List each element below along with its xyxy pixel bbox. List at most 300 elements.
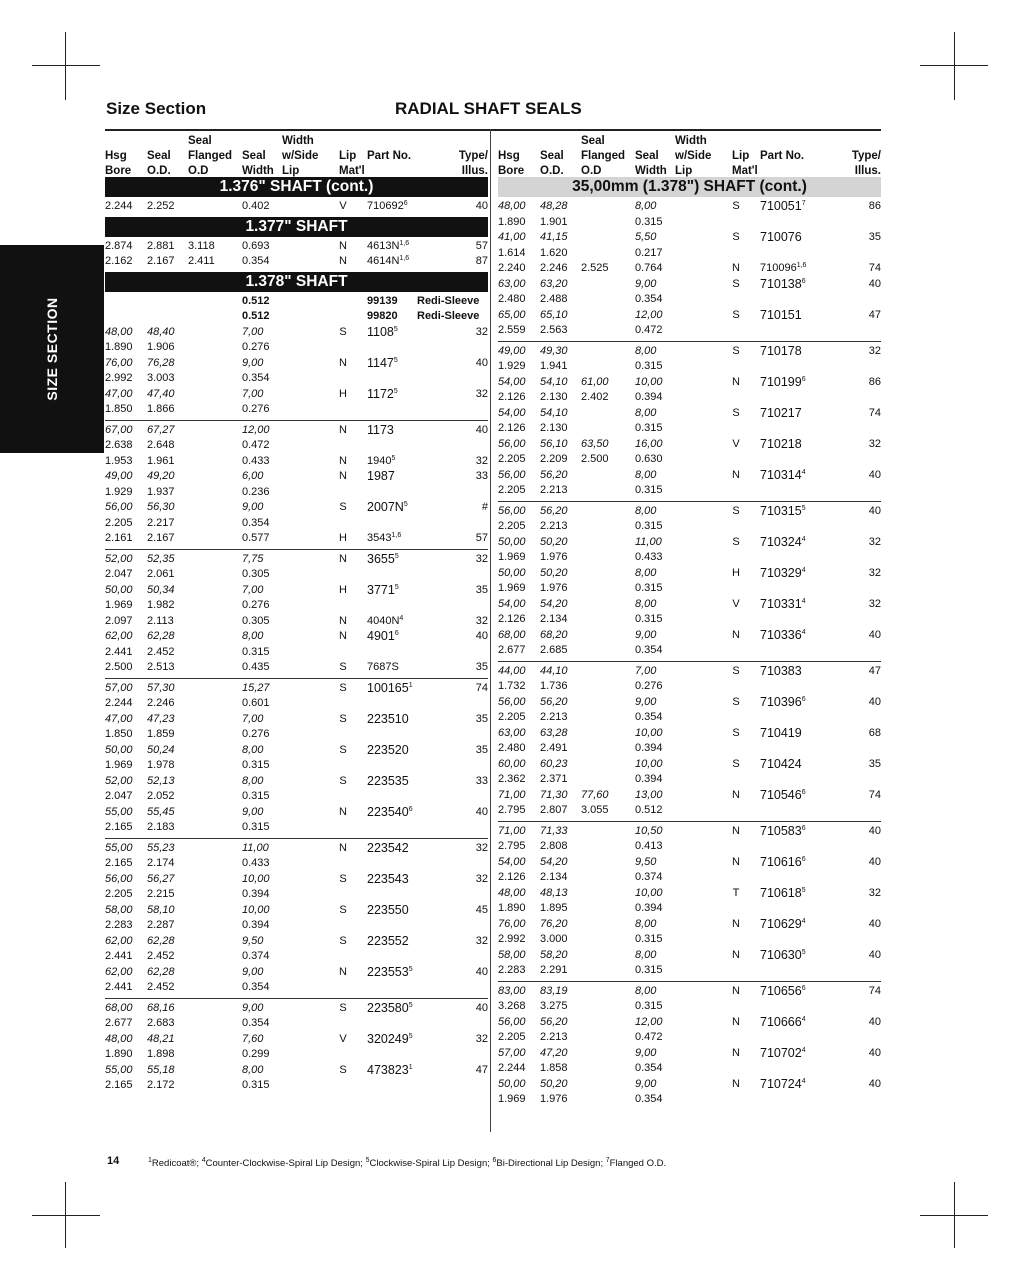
housing-bore: 1.890 bbox=[498, 215, 526, 228]
column-header-m: Mat'l bbox=[339, 165, 365, 177]
seal-width: 0.305 bbox=[242, 614, 270, 627]
seal-width: 0.512 bbox=[635, 804, 663, 816]
type-illus: 32 bbox=[868, 597, 881, 610]
part-number: 1987 bbox=[367, 469, 395, 483]
seal-od: 2.491 bbox=[540, 742, 568, 754]
housing-bore: 62,00 bbox=[105, 965, 133, 978]
seal-od: 2.134 bbox=[540, 871, 568, 883]
seal-width: 7,00 bbox=[242, 325, 264, 338]
part-number-footnote: 5 bbox=[391, 454, 396, 462]
housing-bore: 55,00 bbox=[105, 841, 133, 854]
seal-od: 1.901 bbox=[540, 215, 568, 228]
table-row bbox=[498, 535, 881, 551]
housing-bore: 56,00 bbox=[105, 501, 133, 513]
seal-od: 2.213 bbox=[540, 484, 568, 496]
table-row bbox=[498, 323, 881, 339]
column-header-hb: Bore bbox=[498, 165, 525, 177]
lip-material: H bbox=[339, 387, 347, 400]
table-row bbox=[105, 325, 488, 341]
column-header-fl: Seal bbox=[188, 135, 212, 147]
housing-bore: 2.161 bbox=[105, 532, 133, 544]
column-header-ws: w/Side bbox=[675, 150, 712, 162]
side-tab-label: SIZE SECTION bbox=[44, 297, 60, 401]
type-illus: 35 bbox=[475, 661, 488, 673]
seal-od: 1.906 bbox=[147, 341, 175, 353]
seal-width: 8,00 bbox=[635, 917, 657, 930]
type-illus: 35 bbox=[475, 743, 488, 756]
seal-od: 2.130 bbox=[540, 422, 568, 434]
lip-material: S bbox=[339, 325, 347, 338]
housing-bore: 2.244 bbox=[498, 1062, 526, 1074]
size-section-side-tab bbox=[0, 245, 104, 453]
housing-bore: 2.165 bbox=[105, 821, 133, 833]
housing-bore: 1.969 bbox=[105, 599, 133, 611]
housing-bore: 2.677 bbox=[105, 1017, 133, 1029]
seal-width: 8,00 bbox=[635, 504, 657, 517]
seal-width: 0.413 bbox=[635, 840, 663, 852]
seal-od: 3.000 bbox=[540, 933, 568, 945]
table-row bbox=[105, 531, 488, 547]
housing-bore: 2.480 bbox=[498, 293, 526, 305]
table-row bbox=[498, 628, 881, 644]
housing-bore: 48,00 bbox=[105, 325, 133, 338]
table-row bbox=[498, 308, 881, 324]
type-illus: 74 bbox=[475, 681, 488, 694]
table-row bbox=[498, 984, 881, 1000]
lip-material: N bbox=[339, 805, 347, 818]
lip-material: N bbox=[732, 948, 740, 961]
part-number-footnote: 5 bbox=[408, 1001, 413, 1009]
seal-width: 10,00 bbox=[635, 375, 663, 388]
seal-width: 8,00 bbox=[635, 468, 657, 481]
seal-od: 2.291 bbox=[540, 964, 568, 976]
type-illus: 40 bbox=[868, 504, 881, 517]
type-illus: 32 bbox=[868, 437, 881, 450]
seal-width: 0.601 bbox=[242, 697, 270, 709]
part-number: 710051$^7$ bbox=[760, 199, 806, 213]
lip-material: S bbox=[732, 726, 740, 739]
housing-bore: 1.953 bbox=[105, 454, 133, 467]
lip-material: H bbox=[732, 566, 740, 579]
part-number-footnote: 6 bbox=[801, 824, 806, 832]
table-row bbox=[105, 965, 488, 981]
lip-material: N bbox=[732, 917, 740, 930]
part-number-footnote: 6 bbox=[801, 695, 806, 703]
footnote-marker: 6 bbox=[492, 1157, 497, 1164]
part-number-footnote: 5 bbox=[408, 1032, 413, 1040]
seal-width: 0.394 bbox=[635, 742, 663, 754]
lip-material: S bbox=[732, 231, 740, 243]
seal-od: 50,20 bbox=[540, 566, 568, 579]
seal-width: 0.394 bbox=[635, 773, 663, 785]
table-row bbox=[105, 387, 488, 403]
part-number: 710217 bbox=[760, 405, 802, 420]
table-row bbox=[105, 239, 488, 255]
housing-bore: 2.638 bbox=[105, 439, 133, 451]
seal-width: 0.315 bbox=[242, 645, 270, 658]
table-row bbox=[105, 500, 488, 516]
seal-od: 2.452 bbox=[147, 950, 175, 962]
table-row bbox=[105, 727, 488, 743]
row-group bbox=[105, 549, 488, 676]
part-number: 710336$^4$ bbox=[760, 627, 806, 642]
table-row bbox=[498, 215, 881, 231]
table-row bbox=[105, 1063, 488, 1079]
seal-width: 11,00 bbox=[635, 535, 662, 548]
housing-bore: 56,00 bbox=[498, 1015, 526, 1028]
lip-material: S bbox=[732, 277, 740, 290]
seal-width: 8,00 bbox=[635, 200, 657, 212]
lip-material: N bbox=[339, 614, 347, 627]
part-number: 223535 bbox=[367, 773, 409, 788]
housing-bore: 2.992 bbox=[498, 933, 526, 945]
crop-mark bbox=[920, 65, 988, 66]
lip-material: S bbox=[339, 903, 347, 916]
lip-material: N bbox=[732, 628, 740, 641]
part-number-footnote: 5 bbox=[801, 886, 806, 894]
housing-bore: 62,00 bbox=[105, 934, 133, 947]
housing-bore: 2.283 bbox=[498, 964, 526, 976]
seal-od: 62,28 bbox=[147, 965, 175, 978]
seal-od: 2.881 bbox=[147, 239, 175, 252]
flanged-od: 3.055 bbox=[581, 804, 609, 816]
seal-od: 47,40 bbox=[147, 387, 175, 400]
column-header-pn: Part No. bbox=[760, 150, 805, 162]
table-row bbox=[498, 741, 881, 757]
part-number-footnote: 1 bbox=[408, 1063, 413, 1071]
table-row bbox=[498, 710, 881, 726]
footnote-marker: 5 bbox=[365, 1157, 370, 1164]
part-number-footnote: 1,6 bbox=[399, 239, 410, 247]
seal-width: 0.433 bbox=[242, 857, 270, 869]
flanged-od: 2.525 bbox=[581, 262, 609, 274]
column-header-fl: Seal bbox=[581, 135, 605, 147]
type-illus: 32 bbox=[868, 886, 881, 899]
table-row bbox=[498, 566, 881, 582]
table-row bbox=[498, 1092, 881, 1108]
housing-bore: 2.162 bbox=[105, 255, 133, 267]
part-number-footnote: 5 bbox=[393, 325, 398, 333]
footnote-text: Counter-Clockwise-Spiral Lip Design; bbox=[205, 1158, 366, 1170]
housing-bore: 2.441 bbox=[105, 950, 133, 962]
table-row bbox=[498, 597, 881, 613]
table-row bbox=[498, 803, 881, 819]
table-row bbox=[498, 375, 881, 391]
seal-od: 49,30 bbox=[540, 344, 568, 357]
housing-bore: 2.205 bbox=[105, 888, 133, 900]
seal-width: 7,75 bbox=[242, 552, 264, 565]
table-row bbox=[105, 402, 488, 418]
seal-od: 2.287 bbox=[147, 919, 175, 931]
part-number: $4613N^{1,6}$ bbox=[367, 239, 410, 252]
lip-material: N bbox=[339, 552, 347, 565]
column-header-hb: Hsg bbox=[498, 150, 520, 162]
part-number-footnote: 7 bbox=[801, 200, 806, 207]
table-row bbox=[498, 855, 881, 871]
lip-material: S bbox=[339, 712, 347, 725]
housing-bore: 55,00 bbox=[105, 805, 133, 818]
table-row bbox=[498, 612, 881, 628]
seal-od: 2.246 bbox=[540, 262, 568, 274]
table-row bbox=[498, 246, 881, 262]
type-illus: 68 bbox=[868, 726, 881, 739]
lip-material: N bbox=[732, 468, 740, 481]
lip-material: N bbox=[732, 984, 740, 997]
type-illus: 40 bbox=[868, 917, 881, 930]
part-number: 710656$^6$ bbox=[760, 983, 806, 998]
seal-od: 71,33 bbox=[540, 824, 568, 837]
table-row bbox=[105, 567, 488, 583]
table-row bbox=[498, 901, 881, 917]
seal-width: 9,00 bbox=[242, 356, 264, 369]
table-row bbox=[105, 841, 488, 857]
seal-width: 0.299 bbox=[242, 1048, 270, 1060]
table-row bbox=[498, 726, 881, 742]
part-number: 3771$^5$ bbox=[367, 582, 399, 597]
part-number: 710546$^6$ bbox=[760, 787, 806, 802]
part-number: 710138$^6$ bbox=[760, 276, 806, 291]
part-number: 710199$^6$ bbox=[760, 374, 806, 389]
seal-od: 63,20 bbox=[540, 277, 568, 290]
seal-od: 56,30 bbox=[147, 501, 175, 513]
housing-bore: 3.268 bbox=[498, 1000, 526, 1012]
housing-bore: 50,00 bbox=[105, 583, 133, 596]
type-illus: 32 bbox=[475, 552, 488, 565]
type-illus: 40 bbox=[868, 628, 881, 641]
seal-width: 7,00 bbox=[242, 583, 264, 596]
part-number: 7687S bbox=[367, 661, 399, 673]
footnotes bbox=[148, 1157, 666, 1169]
part-number-footnote: 4 bbox=[801, 1077, 806, 1085]
seal-width: 7,00 bbox=[635, 664, 657, 677]
shaft-size-banner: 1.377" SHAFT bbox=[105, 217, 488, 237]
table-row bbox=[105, 485, 488, 501]
seal-od: 2.452 bbox=[147, 981, 175, 993]
type-illus: 40 bbox=[868, 824, 881, 837]
column-header-hb: Bore bbox=[105, 165, 132, 177]
housing-bore: 56,00 bbox=[498, 695, 526, 708]
crop-mark bbox=[954, 32, 955, 100]
part-number: 710396$^6$ bbox=[760, 694, 806, 709]
seal-od: 2.563 bbox=[540, 324, 568, 336]
table-row bbox=[498, 1015, 881, 1031]
seal-od: 44,10 bbox=[540, 664, 568, 677]
part-number-footnote: 4 bbox=[801, 535, 806, 543]
column-header-fl: Flanged bbox=[581, 150, 626, 162]
column-header-m: Lip bbox=[732, 150, 750, 162]
housing-bore: 2.283 bbox=[105, 919, 133, 931]
seal-od: 50,20 bbox=[540, 1077, 568, 1090]
type-illus: 40 bbox=[868, 695, 881, 708]
table-row bbox=[105, 980, 488, 996]
lip-material: N bbox=[339, 470, 347, 482]
column-header-fl: O.D bbox=[581, 165, 602, 177]
row-group bbox=[105, 420, 488, 547]
column-header-ws: Lip bbox=[675, 165, 693, 177]
housing-bore: 2.047 bbox=[105, 568, 133, 580]
part-number: $4040N^4$ bbox=[367, 614, 404, 627]
seal-od: 62,28 bbox=[147, 630, 175, 642]
seal-width: 13,00 bbox=[635, 788, 663, 801]
column-header-fl: Flanged bbox=[188, 150, 233, 162]
table-row bbox=[498, 664, 881, 680]
housing-bore: 2.677 bbox=[498, 644, 526, 656]
seal-width: 7,00 bbox=[242, 387, 264, 400]
table-row bbox=[105, 856, 488, 872]
table-row bbox=[105, 516, 488, 532]
table-row bbox=[105, 712, 488, 728]
column-header-m: Lip bbox=[339, 150, 357, 162]
footnote-marker: 4 bbox=[201, 1157, 206, 1164]
lip-material: N bbox=[339, 841, 347, 854]
housing-bore: 47,00 bbox=[105, 712, 133, 725]
row-group bbox=[498, 661, 881, 819]
seal-od: 1.620 bbox=[540, 246, 568, 259]
housing-bore: 2.126 bbox=[498, 871, 526, 883]
part-number: 223520 bbox=[367, 742, 409, 757]
column-header-ty: Illus. bbox=[461, 165, 488, 177]
lip-material: V bbox=[339, 1032, 347, 1045]
part-number: 320249$^5$ bbox=[367, 1031, 413, 1046]
seal-od: 2.172 bbox=[147, 1079, 175, 1091]
column-header-ws: Width bbox=[282, 135, 314, 147]
part-number: 710629$^4$ bbox=[760, 916, 806, 931]
seal-width: 10,50 bbox=[635, 824, 663, 837]
table-row bbox=[105, 872, 488, 888]
flanged-od: 2.411 bbox=[188, 255, 215, 267]
type-illus: 35 bbox=[475, 583, 488, 596]
footnote-marker: 1 bbox=[148, 1157, 152, 1164]
type-illus: 74 bbox=[868, 788, 881, 801]
housing-bore: 2.795 bbox=[498, 840, 526, 852]
seal-od: 67,27 bbox=[147, 423, 175, 436]
table-row bbox=[105, 598, 488, 614]
seal-width: 9,00 bbox=[242, 805, 264, 818]
seal-width: 0.315 bbox=[635, 964, 663, 976]
part-number-footnote: 4 bbox=[801, 1046, 806, 1054]
part-number: 99139 bbox=[367, 294, 398, 307]
seal-od: 68,20 bbox=[540, 628, 568, 641]
seal-width: 0.315 bbox=[242, 790, 270, 802]
part-number-footnote: 6 bbox=[801, 788, 806, 796]
type-illus: 47 bbox=[475, 1063, 488, 1076]
seal-width: 0.764 bbox=[635, 262, 663, 274]
crop-mark bbox=[32, 65, 100, 66]
housing-bore: 2.500 bbox=[105, 661, 133, 673]
seal-width: 12,00 bbox=[635, 1015, 663, 1028]
table-row bbox=[105, 645, 488, 661]
housing-bore: 63,00 bbox=[498, 726, 526, 739]
table-row bbox=[498, 390, 881, 406]
type-illus: 32 bbox=[475, 841, 488, 854]
type-illus: 33 bbox=[475, 470, 488, 482]
lip-material: N bbox=[732, 788, 740, 801]
seal-od: 52,13 bbox=[147, 774, 175, 787]
seal-width: 0.276 bbox=[242, 341, 270, 353]
housing-bore: 58,00 bbox=[105, 903, 133, 916]
seal-od: 1.976 bbox=[540, 551, 568, 563]
table-row bbox=[105, 552, 488, 568]
housing-bore: 1.890 bbox=[105, 341, 133, 353]
seal-width: 12,00 bbox=[635, 308, 663, 321]
part-number-footnote: 1 bbox=[408, 681, 413, 689]
part-number: 710692$^6$ bbox=[367, 200, 408, 212]
seal-width: 6,00 bbox=[242, 470, 264, 482]
part-number: 4901$^6$ bbox=[367, 629, 399, 643]
part-number-footnote: 6 bbox=[403, 200, 408, 207]
type-illus: 32 bbox=[868, 566, 881, 579]
part-number: 1940$^5$ bbox=[367, 454, 396, 467]
housing-bore: 54,00 bbox=[498, 597, 526, 610]
seal-width: 0.374 bbox=[635, 871, 663, 883]
column-header-w: Seal bbox=[242, 150, 266, 162]
housing-bore: 2.441 bbox=[105, 645, 133, 658]
row-group bbox=[498, 821, 881, 979]
lip-material: S bbox=[339, 774, 347, 787]
part-number: 3543$^{1,6}$ bbox=[367, 532, 402, 544]
lip-material: S bbox=[339, 501, 347, 513]
housing-bore: 56,00 bbox=[498, 437, 526, 450]
housing-bore: 1.890 bbox=[105, 1048, 133, 1060]
seal-width: 0.276 bbox=[242, 599, 270, 611]
housing-bore: 48,00 bbox=[498, 200, 526, 212]
lip-material: S bbox=[339, 743, 347, 756]
housing-bore: 71,00 bbox=[498, 788, 526, 801]
part-number-footnote: 6 bbox=[408, 805, 413, 813]
seal-width: 0.354 bbox=[242, 516, 270, 529]
part-number: 223553$^5$ bbox=[367, 964, 413, 979]
housing-bore: 2.205 bbox=[498, 711, 526, 723]
seal-width: 0.354 bbox=[635, 1093, 663, 1105]
row-group bbox=[105, 678, 488, 836]
table-row bbox=[498, 999, 881, 1015]
housing-bore: 2.126 bbox=[498, 613, 526, 625]
housing-bore: 1.850 bbox=[105, 403, 133, 415]
table-row bbox=[105, 1001, 488, 1017]
table-row bbox=[105, 356, 488, 372]
housing-bore: 41,00 bbox=[498, 231, 526, 243]
table-row bbox=[105, 583, 488, 599]
seal-width: 5,50 bbox=[635, 231, 657, 243]
column-header-w: Seal bbox=[635, 150, 659, 162]
seal-od: 2.808 bbox=[540, 840, 568, 852]
type-illus: 86 bbox=[868, 375, 881, 388]
lip-material: S bbox=[339, 1001, 347, 1014]
crop-mark bbox=[65, 32, 66, 100]
table-row bbox=[105, 903, 488, 919]
seal-od: 54,10 bbox=[540, 375, 568, 388]
type-illus: 32 bbox=[475, 872, 488, 885]
seal-od: 1.961 bbox=[147, 454, 175, 467]
seal-od: 2.061 bbox=[147, 568, 175, 580]
lip-material: N bbox=[339, 965, 347, 978]
part-number: 710666$^4$ bbox=[760, 1014, 806, 1029]
seal-width: 0.354 bbox=[242, 255, 270, 267]
part-number: 1173 bbox=[367, 422, 394, 437]
seal-od: 1.736 bbox=[540, 680, 568, 692]
housing-bore: 49,00 bbox=[105, 470, 133, 482]
lip-material: S bbox=[732, 406, 740, 419]
seal-od: 2.513 bbox=[147, 661, 175, 673]
table-row bbox=[105, 1078, 488, 1094]
seal-width: 0.315 bbox=[635, 215, 663, 228]
housing-bore: 56,00 bbox=[498, 468, 526, 481]
seal-width: 7,60 bbox=[242, 1032, 264, 1045]
table-row bbox=[105, 199, 488, 215]
part-number: 100165$^1$ bbox=[367, 680, 413, 695]
column-header bbox=[498, 131, 881, 175]
table-row bbox=[498, 550, 881, 566]
